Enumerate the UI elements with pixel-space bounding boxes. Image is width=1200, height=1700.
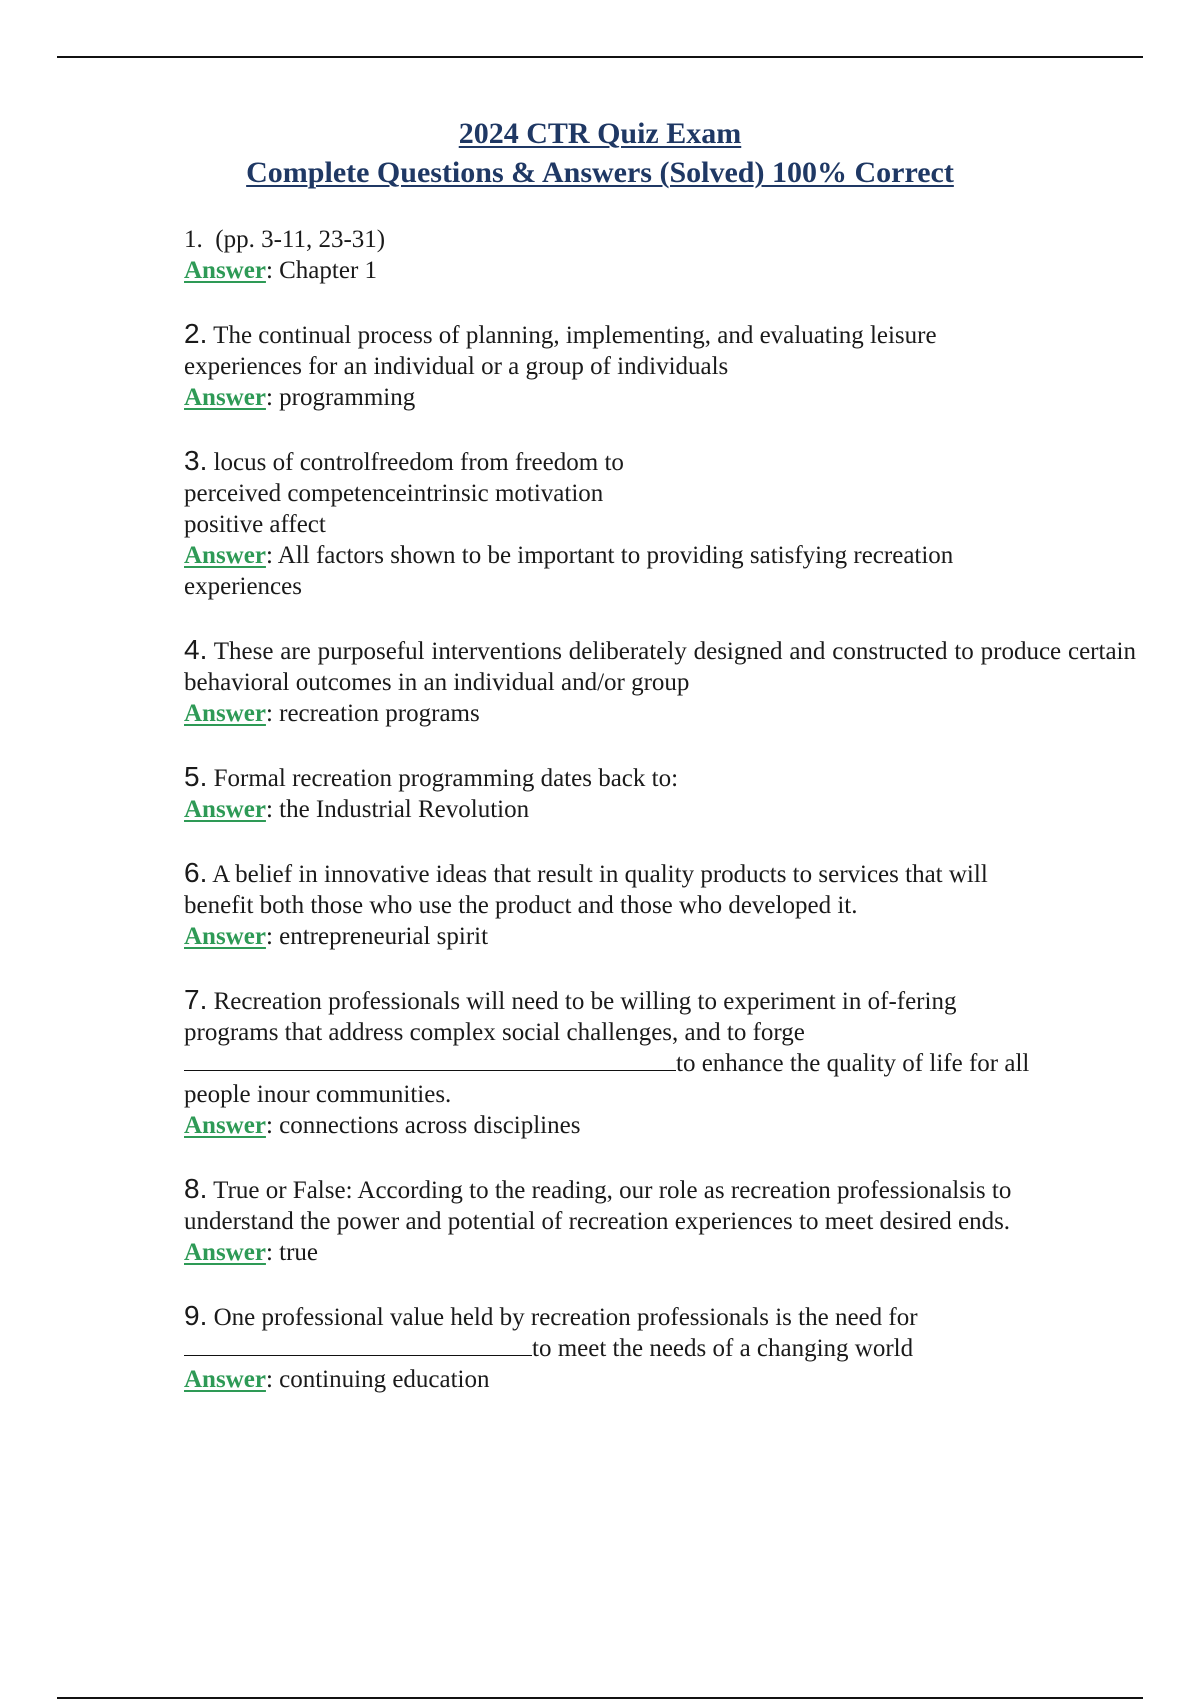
question-text: programs that address complex social challenges, and to forge <box>184 1019 805 1046</box>
answer-label: Answer <box>184 1366 266 1393</box>
answer-label: Answer <box>184 923 266 950</box>
question-text: The continual process of planning, implementing, and evaluating leisure <box>213 322 937 349</box>
top-rule <box>57 56 1143 58</box>
question-text: Formal recreation programming dates back to: <box>213 765 679 792</box>
answer-label: Answer <box>184 1112 266 1139</box>
bottom-rule <box>57 1697 1143 1699</box>
question-4 <box>184 634 1136 729</box>
question-number: 9. <box>184 1300 208 1331</box>
question-text: Recreation professionals will need to be willing to experiment in of-fering <box>213 988 957 1015</box>
question-1 <box>184 224 1136 286</box>
title-line-2: Complete Questions & Answers (Solved) 100% Correct <box>246 156 954 189</box>
answer-text: : Chapter 1 <box>265 257 378 284</box>
question-list <box>184 224 1136 1427</box>
answer-label: Answer <box>184 700 266 727</box>
answer-label: Answer <box>184 796 266 823</box>
question-text: benefit both those who use the product and those who developed it. <box>184 892 858 919</box>
question-text: experiences for an individual or a group of individuals <box>184 353 729 380</box>
answer-text: : continuing education <box>265 1366 490 1393</box>
answer-label: Answer <box>184 542 266 569</box>
question-number: 3. <box>184 445 208 476</box>
answer-text: : the Industrial Revolution <box>265 796 530 823</box>
question-text: A belief in innovative ideas that result in quality products to services that will <box>212 861 988 888</box>
answer-text: : recreation programs <box>265 700 480 727</box>
question-text: perceived competenceintrinsic motivation <box>184 480 604 507</box>
question-text: True or False: According to the reading, our role as recreation professionalsis to <box>213 1177 1012 1204</box>
question-number: 8. <box>184 1173 208 1204</box>
title-line-1: 2024 CTR Quiz Exam <box>458 117 742 150</box>
question-number: 1. <box>184 226 203 253</box>
answer-label: Answer <box>184 1239 266 1266</box>
answer-label: Answer <box>184 384 266 411</box>
question-text: to enhance the quality of life for all <box>676 1050 1030 1077</box>
answer-text: : programming <box>265 384 416 411</box>
question-9 <box>184 1300 1136 1395</box>
question-text: These are purposeful interventions deliberately designed and constructed to produce certain behavioral outcomes in an individual and/or group <box>184 638 1136 696</box>
question-text: (pp. 3-11, 23-31) <box>215 226 386 253</box>
question-text: locus of controlfreedom from freedom to <box>213 449 624 476</box>
question-8 <box>184 1173 1136 1268</box>
question-text: people inour communities. <box>184 1081 452 1108</box>
question-number: 2. <box>184 318 208 349</box>
question-number: 6. <box>184 857 208 888</box>
answer-text: : true <box>265 1239 319 1266</box>
question-3 <box>184 445 1136 602</box>
question-number: 7. <box>184 984 208 1015</box>
fill-in-blank <box>184 1050 676 1071</box>
fill-in-blank <box>184 1335 532 1356</box>
question-7 <box>184 984 1136 1141</box>
answer-label: Answer <box>184 257 266 284</box>
answer-text: : connections across disciplines <box>265 1112 581 1139</box>
question-text: to meet the needs of a changing world <box>532 1335 914 1362</box>
question-2 <box>184 318 1136 413</box>
question-5 <box>184 761 1136 825</box>
question-number: 4. <box>184 634 208 665</box>
answer-text: : All factors shown to be important to providing satisfying recreation experiences <box>184 542 954 600</box>
question-text: understand the power and potential of recreation experiences to meet desired ends. <box>184 1208 1011 1235</box>
question-text: One professional value held by recreation professionals is the need for <box>213 1304 918 1331</box>
question-6 <box>184 857 1136 952</box>
question-number: 5. <box>184 761 208 792</box>
question-text: positive affect <box>184 511 326 538</box>
answer-text: : entrepreneurial spirit <box>265 923 489 950</box>
document-title <box>0 114 1200 192</box>
